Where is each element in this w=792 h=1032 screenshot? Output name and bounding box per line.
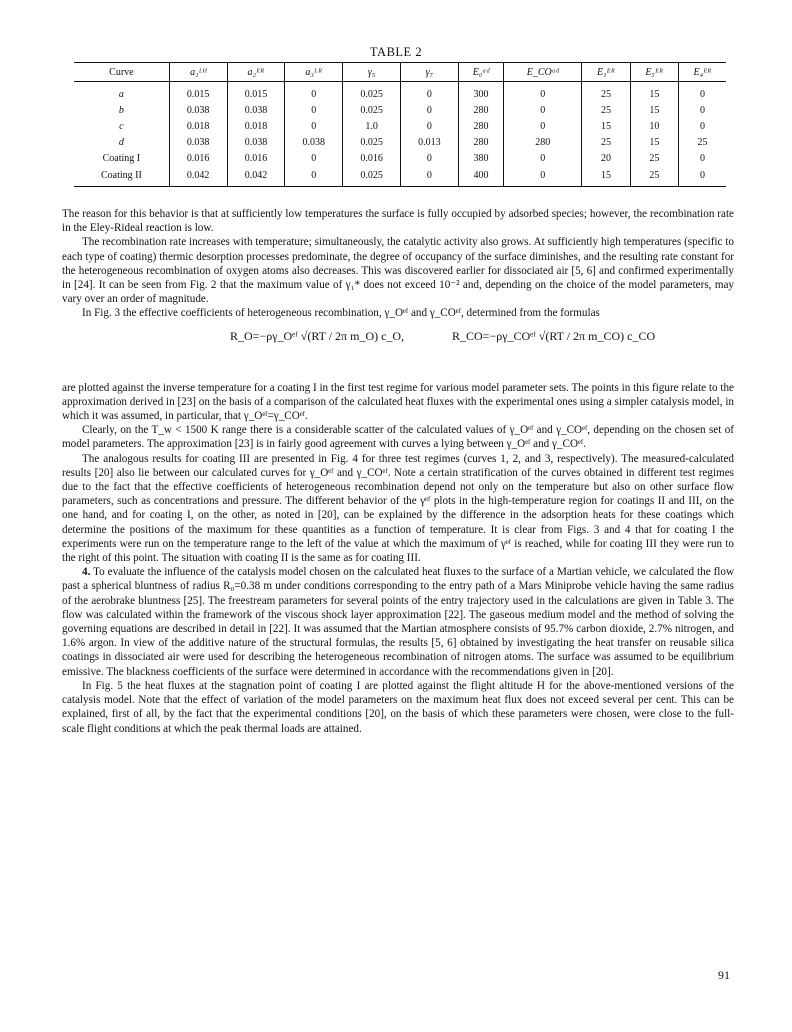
cell: 15 — [630, 82, 678, 103]
paragraph-6: The analogous results for coating III are presented in Fig. 4 for three test regimes (curves 1, 2, and 3, respectively). The measured-calculated results [20] also lie between our calculated curves for γ_Oᵉᶠ and γ_COᵉᶠ. Note a certain stratification of the curves obtained in different test regimes due to the fact that the effective coefficients of heterogeneous recombination depend not only on the temperature but also on other surface flow parameters, such as concentrations and pressure. The different behavior of the γᵉᶠ plots in the high-temperature region for coatings II and III, on the one hand, and for coating I, on the other, as noted in [20], can be explained by the difference in the adsorption heats for these coatings which determine the positions of the maximum for these quantities as a function of temperature. It is clear from Figs. 3 and 4 that for coating I the experiments were run on the temperature range to the left of the value at which the maximum of γᵉᶠ is reached, while for coating III they were run to the right of this point. The situation with coating II is the same as for coating III. — [62, 452, 734, 565]
cell: 400 — [458, 167, 504, 187]
header-e5-er: E₅ᴱᴿ — [630, 63, 678, 82]
table-row — [74, 102, 726, 118]
cell: 0 — [504, 151, 582, 167]
paragraph-7-text: To evaluate the influence of the catalysis model chosen on the calculated heat fluxes to the surface of a Martian vehicle, we calculated the flow past a spherical bluntness of radius R₀=0.38 m under conditions corresponding to the entry path of a Mars Miniprobe vehicle having the same radius of the aerobrake bluntness [25]. The freestream parameters for several points of the entry trajectory used in the calculations are given in Table 3. The flow was calculated within the framework of the viscous shock layer approximation [22]. The gaseous medium model and the method of solving the governing equations are described in detail in [22]. It was assumed that the Martian atmosphere consists of 95.7% carbon dioxide, 2.7% nitrogen, and 1.6% argon. In view of the additive nature of the structural formulas, the results [5, 6] obtained by investigating the heat transfer on reusable silica coatings in dissociated air were used for describing the heterogeneous recombination of nitrogen atoms. The surface was assumed to be equilibrium emissive. The blackness coefficients of the surface were determined in accordance with the recommendations given in [20]. — [62, 566, 734, 678]
cell: 280 — [458, 135, 504, 151]
cell: 0 — [400, 118, 458, 134]
header-e0-ad: E₀ᵃᵈ — [458, 63, 504, 82]
cell: 0 — [285, 102, 343, 118]
cell: 0 — [400, 151, 458, 167]
cell: 0 — [400, 82, 458, 103]
cell: 0.042 — [169, 167, 227, 187]
header-e4-er: E₄ᴱᴿ — [679, 63, 726, 82]
cell: 0 — [400, 102, 458, 118]
cell: 15 — [630, 102, 678, 118]
cell: 0 — [504, 167, 582, 187]
cell: 0.015 — [169, 82, 227, 103]
cell: 15 — [582, 167, 630, 187]
cell: 25 — [630, 151, 678, 167]
cell: 0 — [285, 167, 343, 187]
cell: c — [119, 120, 124, 132]
cell: 10 — [630, 118, 678, 134]
cell: 20 — [582, 151, 630, 167]
paragraph-1: The reason for this behavior is that at sufficiently low temperatures the surface is fully occupied by adsorbed species; however, the recombination rate in the Eley-Rideal reaction is low. — [62, 208, 734, 235]
formula-co: R_CO=−ργ_COᵉᶠ √(RT / 2π m_CO) c_CO — [452, 328, 656, 343]
cell: 0.016 — [343, 151, 401, 167]
formula-oxygen: R_O=−ργ_Oᵉᶠ √(RT / 2π m_O) c_O, — [230, 328, 405, 343]
cell: 0.025 — [343, 82, 401, 103]
cell: a — [118, 88, 124, 100]
cell: 0.016 — [227, 151, 285, 167]
cell: 280 — [504, 135, 582, 151]
cell: 0.042 — [227, 167, 285, 187]
cell: 0.025 — [343, 167, 401, 187]
header-eco-ad: E_COᵃᵈ — [504, 63, 582, 82]
cell: 0.038 — [227, 102, 285, 118]
cell: 0 — [679, 118, 726, 134]
table-row — [74, 118, 726, 134]
cell: 0 — [504, 82, 582, 103]
paragraph-2: The recombination rate increases with temperature; simultaneously, the catalytic activity also grows. At sufficiently high temperatures (specific to each type of coating) thermic desorption processes predominate, the degree of occupancy of the surface diminishes, and the resulting rate constant for the heterogeneous recombination of oxygen atoms also decreases. This was discovered earlier for dissociated air [5, 6] and confirmed experimentally in [24]. It can be seen from Fig. 2 that the maximum value of γ₁* does not exceed 10⁻² and, depending on the choice of the model parameters, may vary over an order of magnitude. — [62, 236, 734, 306]
paragraph-3: In Fig. 3 the effective coefficients of heterogeneous recombination, γ_Oᵉᶠ and γ_COᵉᶠ, determined from the formulas — [82, 307, 600, 320]
cell: 0.018 — [227, 118, 285, 134]
paragraph-4: are plotted against the inverse temperature for a coating I in the first test regime for various model parameter sets. The points in this figure relate to the approximation derived in [23] on the basis of a comparison of the calculated heat fluxes with the experimental ones using a simpler catalysis model, in which it was assumed, in particular, that γ_Oᵉᶠ=γ_COᵉᶠ. — [62, 381, 734, 423]
cell: 0 — [285, 151, 343, 167]
cell: 0.025 — [343, 135, 401, 151]
cell: 0 — [679, 82, 726, 103]
cell: 15 — [582, 118, 630, 134]
body-text — [62, 207, 734, 736]
table-row — [74, 135, 726, 151]
paragraph-8: In Fig. 5 the heat fluxes at the stagnation point of coating I are plotted against the flight altitude H for the above-mentioned versions of the catalysis model. Note that the effect of variation of the model parameters on the maximum heat flux does not exceed several per cent. This can be explained, first of all, by the fact that the experimental conditions [20], on the basis of which these parameters were chosen, were close to the full-scale flight conditions at which the peak thermal loads are attained. — [62, 679, 734, 735]
cell: 0 — [285, 82, 343, 103]
paragraph-5: Clearly, on the T_w < 1500 K range there is a considerable scatter of the calculated values of γ_Oᵉᶠ and γ_COᵉᶠ, depending on the chosen set of model parameters. The approximation [23] is in fairly good agreement with curves a lying between γ_Oᵉᶠ and γ_COᵉᶠ. — [62, 424, 735, 451]
cell: 25 — [582, 135, 630, 151]
cell: 300 — [458, 82, 504, 103]
cell: 380 — [458, 151, 504, 167]
cell: 0 — [679, 167, 726, 187]
cell: 280 — [458, 118, 504, 134]
cell: 0.015 — [227, 82, 285, 103]
cell: 25 — [679, 135, 726, 151]
header-e1-er: E₁ᴱᴿ — [582, 63, 630, 82]
cell: 0 — [400, 167, 458, 187]
cell: 0.038 — [169, 135, 227, 151]
table-title: TABLE 2 — [369, 45, 423, 59]
cell: 0.038 — [227, 135, 285, 151]
recombination-formulas — [62, 321, 734, 381]
header-gamma7: γ₇ — [400, 63, 458, 82]
table-row — [74, 151, 726, 167]
page-number: 91 — [718, 968, 730, 982]
cell: 25 — [582, 102, 630, 118]
cell: 0.016 — [169, 151, 227, 167]
cell: 0 — [504, 118, 582, 134]
cell: 0 — [679, 102, 726, 118]
header-gamma5: γ₅ — [343, 63, 401, 82]
cell: 0.013 — [400, 135, 458, 151]
header-curve: Curve — [74, 63, 169, 82]
header-a2: a₂ᴱᴿ — [227, 63, 285, 82]
table-row — [74, 82, 726, 103]
table-header-row — [74, 63, 726, 82]
cell: 280 — [458, 102, 504, 118]
cell: 0.038 — [285, 135, 343, 151]
parameters-table — [74, 62, 726, 187]
cell: 0.038 — [169, 102, 227, 118]
header-a1: a₁ᴸᴴ — [169, 63, 227, 82]
cell: 0.025 — [343, 102, 401, 118]
section-number: 4. — [82, 566, 91, 579]
header-a3: a₃ᴸᴿ — [285, 63, 343, 82]
paragraph-7 — [62, 565, 734, 679]
cell: d — [118, 137, 124, 149]
table-row — [74, 167, 726, 187]
cell: 0.018 — [169, 118, 227, 134]
cell: 25 — [630, 167, 678, 187]
cell: b — [118, 104, 124, 116]
cell: 1.0 — [343, 118, 401, 134]
cell: 0 — [285, 118, 343, 134]
cell: 15 — [630, 135, 678, 151]
cell: 25 — [582, 82, 630, 103]
cell: 0 — [679, 151, 726, 167]
cell: Coating I — [102, 153, 141, 165]
cell: 0 — [504, 102, 582, 118]
cell: Coating II — [74, 167, 169, 187]
